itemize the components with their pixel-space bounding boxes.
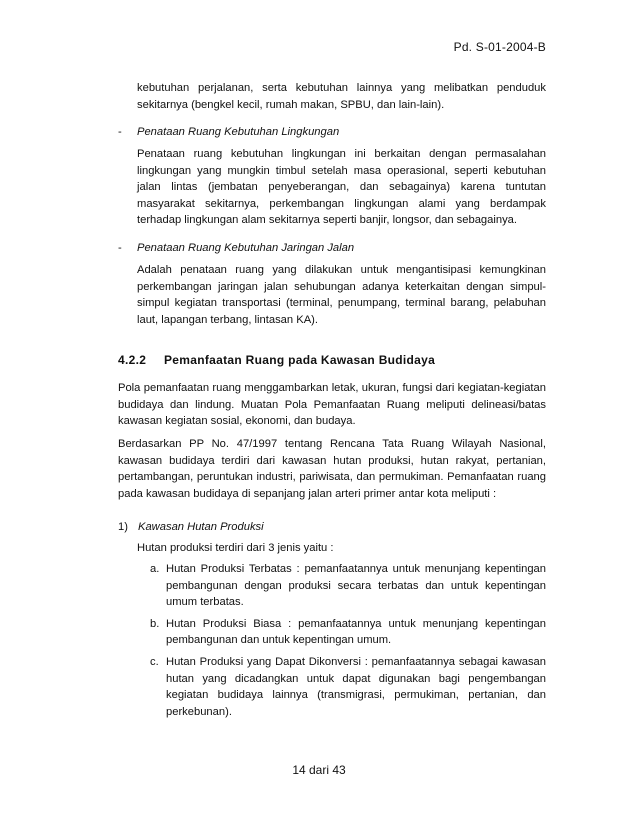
- subsection-number: 1): [118, 521, 128, 533]
- subsection-title: Kawasan Hutan Produksi: [138, 521, 264, 533]
- list-item-text: Hutan Produksi Biasa : pemanfaatannya untuk menunjang kepentingan pembangunan dan untuk kepentingan umum.: [166, 617, 546, 647]
- section-number: 4.2.2: [118, 353, 147, 367]
- document-code: Pd. S-01-2004-B: [453, 40, 546, 54]
- section-heading: [118, 353, 546, 367]
- paragraph-pp-47-1997: Berdasarkan PP No. 47/1997 tentang Rencana Tata Ruang Wilayah Nasional, kawasan budidaya terdiri dari kawasan hutan produksi, hutan rakyat, pertanian, pertambangan, peruntukan industri, pariwisata, dan permukiman. Pemanfaatan ruang pada kawasan budidaya di sepanjang jalan arteri primer antar kota meliputi :: [118, 438, 546, 500]
- section-title: Pemanfaatan Ruang pada Kawasan Budidaya: [164, 353, 436, 367]
- list-marker: c.: [150, 655, 159, 668]
- subsection-intro: Hutan produksi terdiri dari 3 jenis yaitu :: [137, 542, 334, 554]
- list-marker: b.: [150, 617, 160, 630]
- subsection-heading: [118, 519, 264, 536]
- list-item-text: Hutan Produksi Terbatas : pemanfaatannya untuk menunjang kepentingan pembangunan dengan produksi secara terbatas dan untuk kepentingan umum terbatas.: [166, 563, 546, 609]
- list-item: [150, 654, 546, 720]
- list-marker: a.: [150, 563, 160, 575]
- bullet-dash: -: [118, 126, 122, 138]
- intro-paragraph: kebutuhan perjalanan, serta kebutuhan lainnya yang melibatkan penduduk sekitarnya (bengkel kecil, rumah makan, SPBU, dan lain-lain).: [137, 82, 546, 111]
- bullet-title: Penataan Ruang Kebutuhan Jaringan Jalan: [137, 242, 355, 254]
- bullet-dash: -: [118, 242, 122, 254]
- list-item: [150, 616, 546, 649]
- list-item-text: Hutan Produksi yang Dapat Dikonversi : pemanfaatannya sebagai kawasan hutan yang dicadangkan untuk dapat digunakan bagi pengembangan kegiatan budidaya lainnya (transmigrasi, permukiman, pertanian, dan perkebunan).: [166, 655, 546, 718]
- page-number: 14 dari 43: [292, 763, 346, 777]
- list-item: [150, 561, 546, 611]
- bullet-body-jaringan-jalan: Adalah penataan ruang yang dilakukan untuk mengantisipasi kemungkinan perkembangan jaringan jalan sehubungan adanya keterkaitan dengan simpul-simpul kegiatan transportasi (terminal, penumpang, terminal barang, pelabuhan laut, lapangan terbang, lintasan KA).: [137, 264, 546, 326]
- bullet-title: Penataan Ruang Kebutuhan Lingkungan: [137, 126, 340, 138]
- hutan-produksi-list: [150, 561, 546, 725]
- paragraph-pola-pemanfaatan: Pola pemanfaatan ruang menggambarkan letak, ukuran, fungsi dari kegiatan-kegiatan budidaya dan lindung. Muatan Pola Pemanfaatan Ruang meliputi delineasi/batas kawasan kegiatan sosial, ekonomi, dan budaya.: [118, 382, 546, 428]
- bullet-body-lingkungan: Penataan ruang kebutuhan lingkungan ini berkaitan dengan permasalahan lingkungan yang mungkin timbul setelah masa operasional, seperti kebutuhan jalan lintas (jembatan penyeberangan, dan sebagainya) karena tuntutan masyarakat sekitarnya, perkembangan lingkungan alami yang berdampak terhadap lingkungan alam sekitarnya seperti banjir, longsor, dan sebagainya.: [137, 148, 546, 227]
